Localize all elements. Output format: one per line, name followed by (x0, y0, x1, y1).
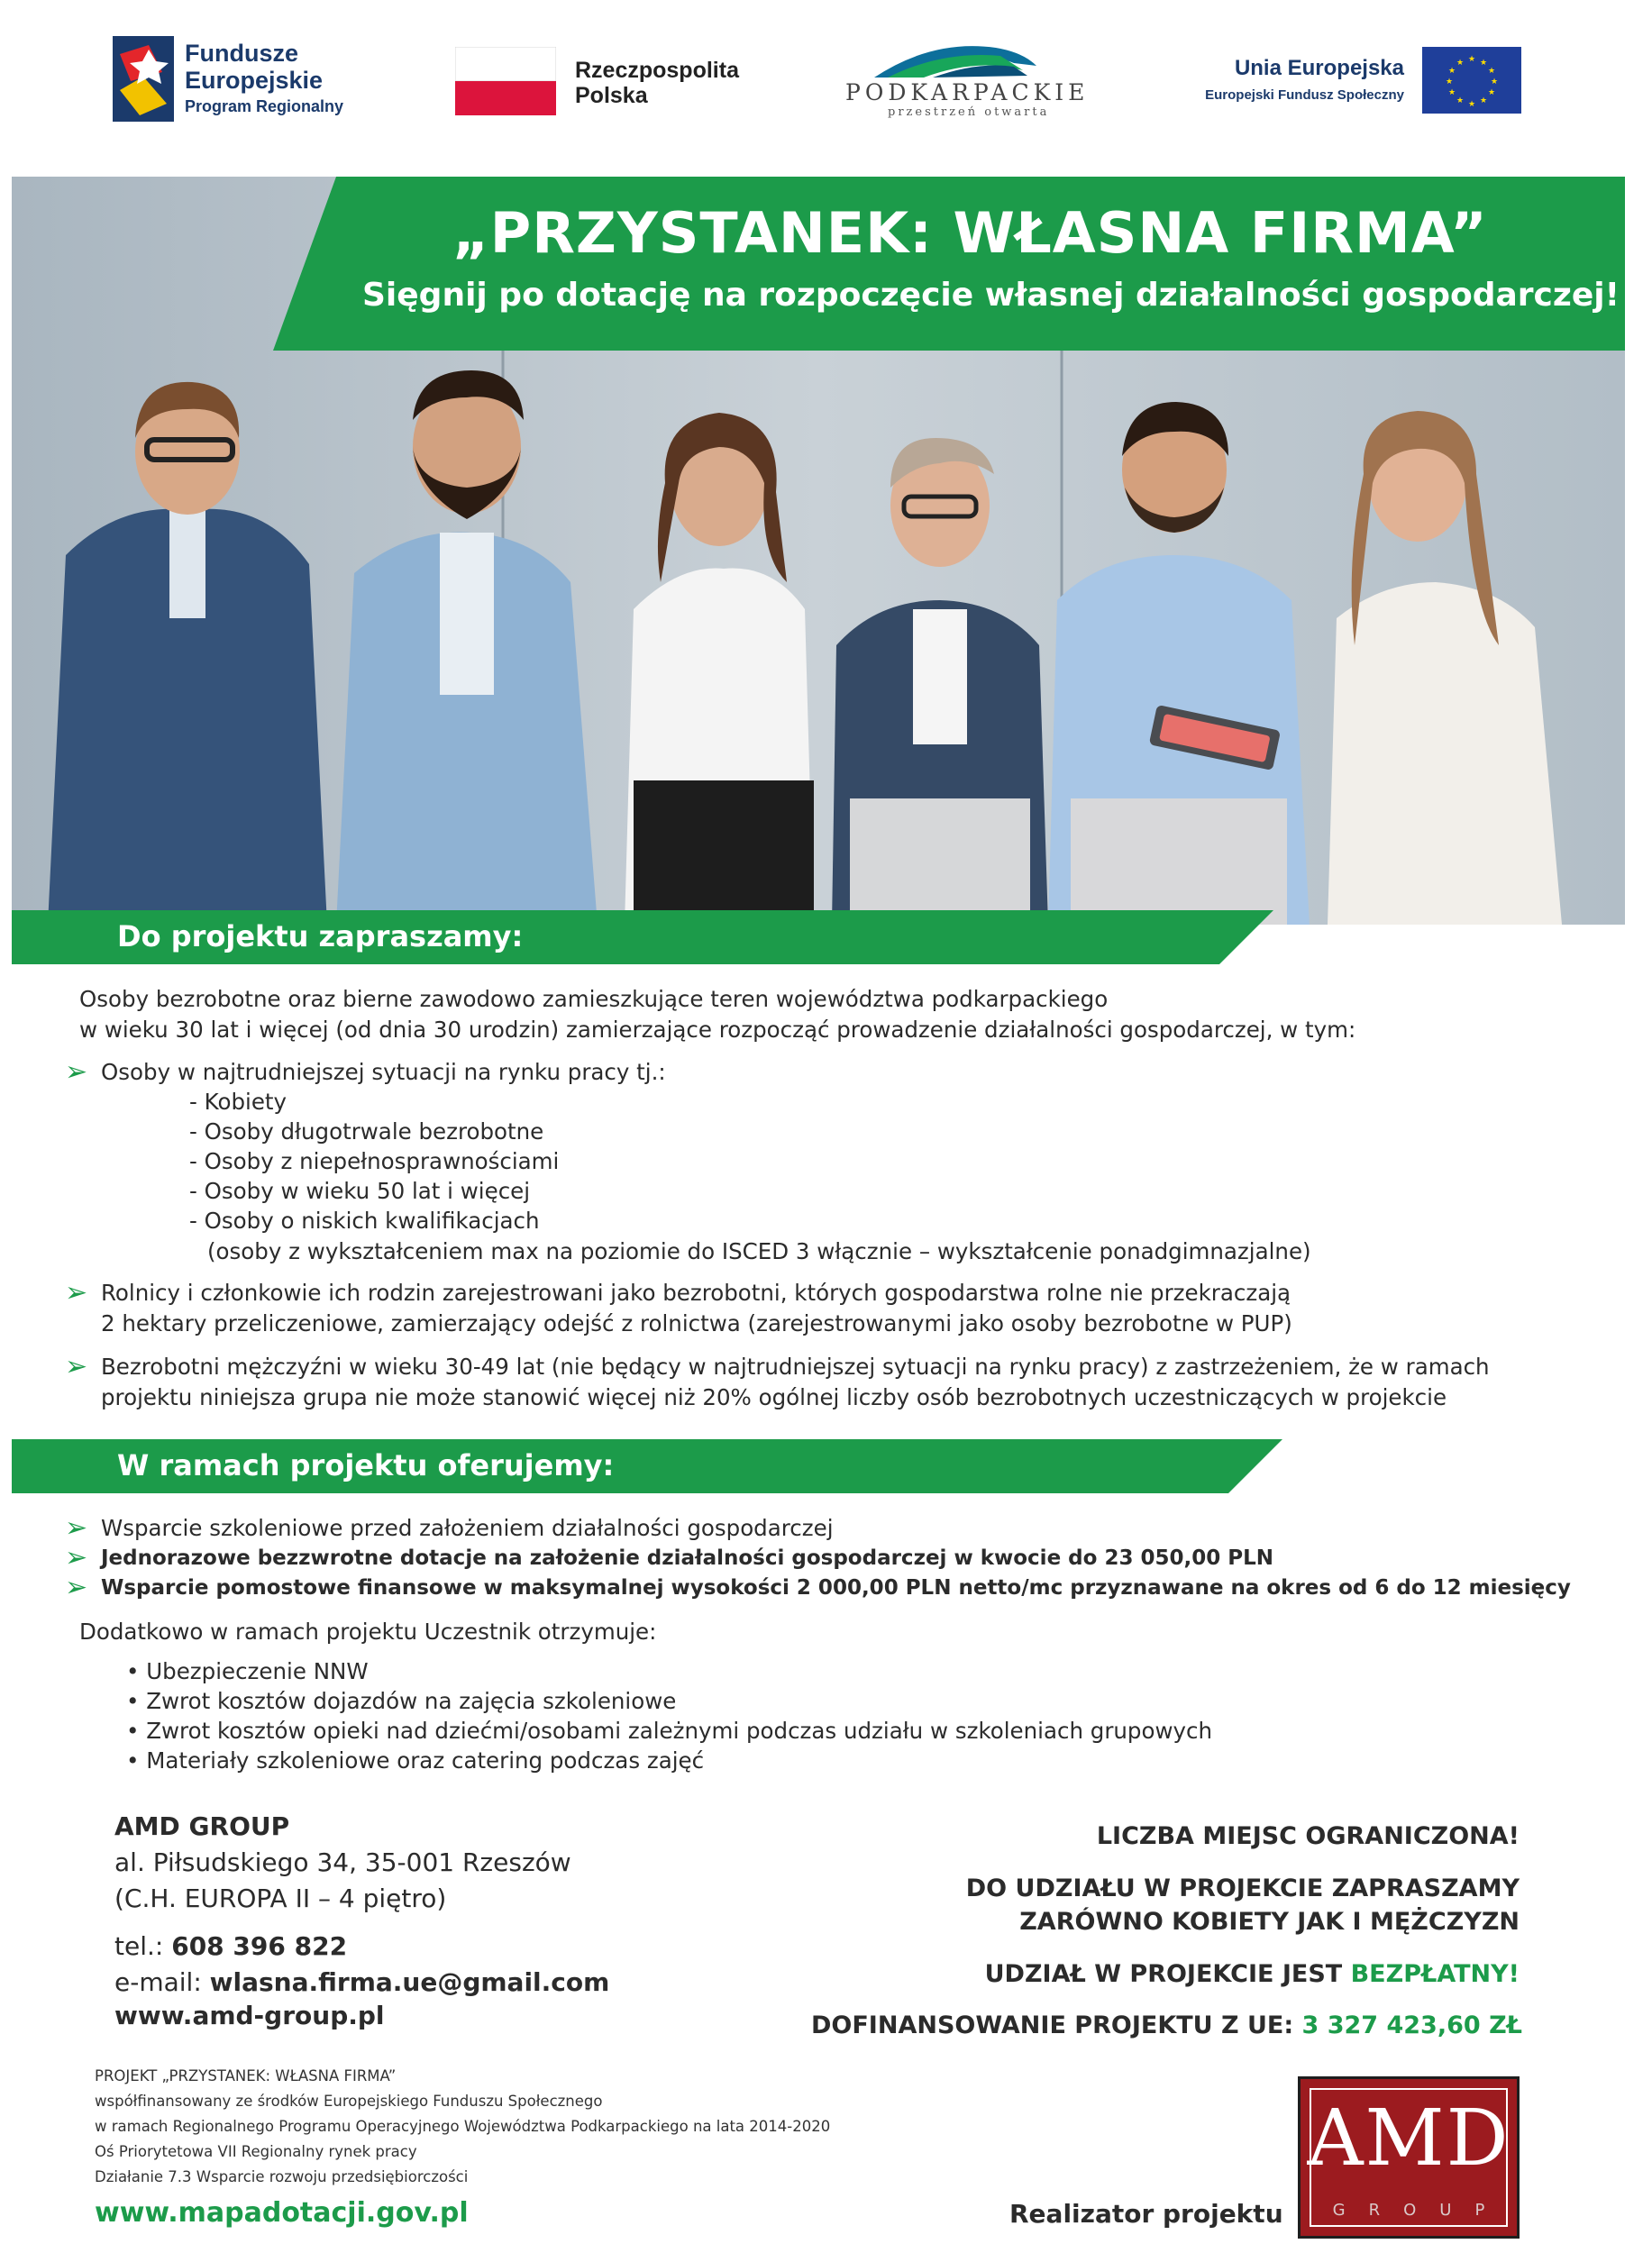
eu-flag-icon (1422, 47, 1521, 114)
offer-item3 (65, 1573, 1571, 1603)
footer-website-link[interactable]: www.mapadotacji.gov.pl (95, 2197, 469, 2229)
podkarpackie-tagline: przestrzeń otwarta (888, 105, 1050, 119)
podkarpackie-mountains-icon (870, 34, 1041, 79)
svg-text:★: ★ (1445, 78, 1454, 87)
invite-sub4: - Osoby w wieku 50 lat i więcej (189, 1178, 531, 1204)
amd-logo-text: AMD (1307, 2093, 1511, 2184)
offer-extra1: • Ubezpieczenie NNW (126, 1658, 369, 1684)
fe-logo-line2: Europejskie (185, 67, 324, 94)
phone-number[interactable]: 608 396 822 (171, 1931, 348, 1961)
invite-sub5: - Osoby o niskich kwalifikacjach (189, 1208, 540, 1234)
invite-group2 (65, 1278, 1291, 1309)
invite-group1-text: Osoby w najtrudniejszej sytuacji na rynku pracy tj.: (101, 1059, 666, 1085)
invite-both-line2: ZARÓWNO KOBIETY JAK I MĘŻCZYZN (1019, 1908, 1520, 1936)
fe-logo-line3: Program Regionalny (185, 97, 344, 115)
contact-website-link[interactable]: www.amd-group.pl (114, 2001, 385, 2030)
arrow-bullet-icon: ➢ (65, 1572, 88, 1603)
offer-extra2: • Zwrot kosztów dojazdów na zajęcia szkoleniowe (126, 1688, 677, 1714)
offer-item2 (65, 1543, 1273, 1573)
funding-prefix: DOFINANSOWANIE PROJEKTU Z UE: (811, 2011, 1302, 2039)
svg-text:★: ★ (1487, 67, 1496, 76)
email-label: e-mail: (114, 1967, 210, 1997)
offer-item1-text: Wsparcie szkoleniowe przed założeniem działalności gospodarczej (101, 1515, 834, 1541)
ue-logo-line1: Unia Europejska (1234, 56, 1404, 80)
email-link[interactable]: wlasna.firma.ue@gmail.com (209, 1967, 610, 1997)
logo-bar (0, 0, 1652, 153)
arrow-bullet-icon: ➢ (65, 1512, 88, 1544)
svg-text:★: ★ (1487, 88, 1496, 97)
free-participation-notice (901, 1960, 1520, 1988)
footer-line3: w ramach Regionalnego Programu Operacyjnego Województwa Podkarpackiego na lata 2014-2020 (95, 2118, 831, 2135)
offer-heading: W ramach projektu oferujemy: (117, 1448, 615, 1482)
offer-item3-text: Wsparcie pomostowe finansowe w maksymalnej wysokości 2 000,00 PLN netto/mc przyznawane na okres od 6 do 12 miesięcy (101, 1576, 1571, 1600)
hero-title: „PRZYSTANEK: WŁASNA FIRMA” (452, 200, 1488, 266)
offer-extra4: • Materiały szkoleniowe oraz catering podczas zajęć (126, 1747, 705, 1774)
invite-sub5-note: (osoby z wykształceniem max na poziomie do ISCED 3 włącznie – wykształcenie ponadgimnazjalne) (207, 1238, 1311, 1264)
footer-line4: Oś Priorytetowa VII Regionalny rynek pracy (95, 2143, 417, 2160)
contact-address1: al. Piłsudskiego 34, 35-001 Rzeszów (114, 1847, 571, 1877)
invite-sub2: - Osoby długotrwale bezrobotne (189, 1118, 544, 1145)
invite-group2-line1: Rolnicy i członkowie ich rodzin zarejestrowani jako bezrobotni, których gospodarstwa rolne nie przekraczają (101, 1280, 1291, 1306)
fundusze-europejskie-logo-icon (113, 36, 174, 122)
invite-sub1: - Kobiety (189, 1089, 288, 1115)
footer-line2: współfinansowany ze środków Europejskiego Funduszu Społecznego (95, 2093, 603, 2110)
svg-text:★: ★ (1467, 55, 1476, 64)
podkarpackie-name: PODKARPACKIE (845, 79, 1090, 105)
phone-label: tel.: (114, 1931, 172, 1961)
ue-logo-line2: Europejski Fundusz Społeczny (1205, 87, 1404, 103)
rp-logo-line1: Rzeczpospolita (575, 58, 739, 83)
svg-text:★: ★ (1447, 67, 1456, 76)
svg-text:★: ★ (1467, 100, 1476, 109)
invite-group1 (65, 1057, 666, 1088)
invite-intro-line2: w wieku 30 lat i więcej (od dnia 30 urodzin) zamierzające rozpocząć prowadzenie działalności gospodarczej, w tym: (79, 1017, 1356, 1043)
footer-line1: PROJEKT „PRZYSTANEK: WŁASNA FIRMA” (95, 2067, 397, 2084)
arrow-bullet-icon: ➢ (65, 1277, 88, 1309)
free-word: BEZPŁATNY! (1350, 1960, 1520, 1988)
funding-amount: 3 327 423,60 ZŁ (1301, 2011, 1522, 2039)
invite-intro-line1: Osoby bezrobotne oraz bierne zawodowo zamieszkujące teren województwa podkarpackiego (79, 986, 1109, 1012)
invite-group2-line2: 2 hektary przeliczeniowe, zamierzający odejść z rolnictwa (zarejestrowanymi jako osoby bezrobotne w PUP) (101, 1310, 1292, 1336)
offer-item2-text: Jednorazowe bezzwrotne dotacje na założenie działalności gospodarczej w kwocie do 23 050,00 PLN (101, 1546, 1273, 1570)
realizator-label: Realizator projektu (1009, 2199, 1283, 2229)
svg-text:★: ★ (1447, 88, 1456, 97)
invite-heading: Do projektu zapraszamy: (117, 919, 524, 953)
svg-text:★: ★ (1456, 59, 1465, 68)
svg-text:★: ★ (1479, 96, 1488, 105)
free-prefix: UDZIAŁ W PROJEKCIE JEST (984, 1960, 1351, 1988)
offer-item1 (65, 1513, 834, 1544)
polish-flag-icon (455, 47, 556, 115)
contact-company: AMD GROUP (114, 1811, 290, 1841)
amd-group-logo (1298, 2076, 1520, 2239)
arrow-bullet-icon: ➢ (65, 1542, 88, 1573)
invite-sub3: - Osoby z niepełnosprawnościami (189, 1148, 560, 1174)
svg-text:★: ★ (1479, 59, 1488, 68)
svg-text:★: ★ (1490, 78, 1499, 87)
fe-logo-line1: Fundusze (185, 40, 298, 67)
svg-text:★: ★ (1456, 96, 1465, 105)
rp-logo-line2: Polska (575, 83, 648, 108)
arrow-bullet-icon: ➢ (65, 1056, 88, 1088)
contact-email (114, 1965, 609, 2001)
arrow-bullet-icon: ➢ (65, 1351, 88, 1382)
footer-line5: Działanie 7.3 Wsparcie rozwoju przedsiębiorczości (95, 2168, 469, 2185)
contact-phone (114, 1929, 347, 1965)
limited-seats-notice: LICZBA MIEJSC OGRANICZONA! (1096, 1822, 1520, 1850)
invite-group3-line2: projektu niniejsza grupa nie może stanowić więcej niż 20% ogólnej liczby osób bezrobotnych uczestniczących w projekcie (101, 1384, 1447, 1410)
invite-group3 (65, 1352, 1490, 1382)
amd-logo-sub: GROUP (1332, 2201, 1509, 2220)
invite-group3-line1: Bezrobotni mężczyźni w wieku 30-49 lat (nie będący w najtrudniejszej sytuacji na rynku pracy) z zastrzeżeniem, że w ramach (101, 1354, 1490, 1380)
offer-extra-intro: Dodatkowo w ramach projektu Uczestnik otrzymuje: (79, 1619, 657, 1645)
offer-extra3: • Zwrot kosztów opieki nad dziećmi/osobami zależnymi podczas udziału w szkoleniach grupowych (126, 1718, 1212, 1744)
contact-address2: (C.H. EUROPA II – 4 piętro) (114, 1884, 447, 1913)
funding-notice (811, 2011, 1520, 2039)
hero-subtitle: Sięgnij po dotację na rozpoczęcie własnej działalności gospodarczej! (362, 277, 1620, 314)
invite-both-line1: DO UDZIAŁU W PROJEKCIE ZAPRASZAMY (965, 1874, 1520, 1902)
